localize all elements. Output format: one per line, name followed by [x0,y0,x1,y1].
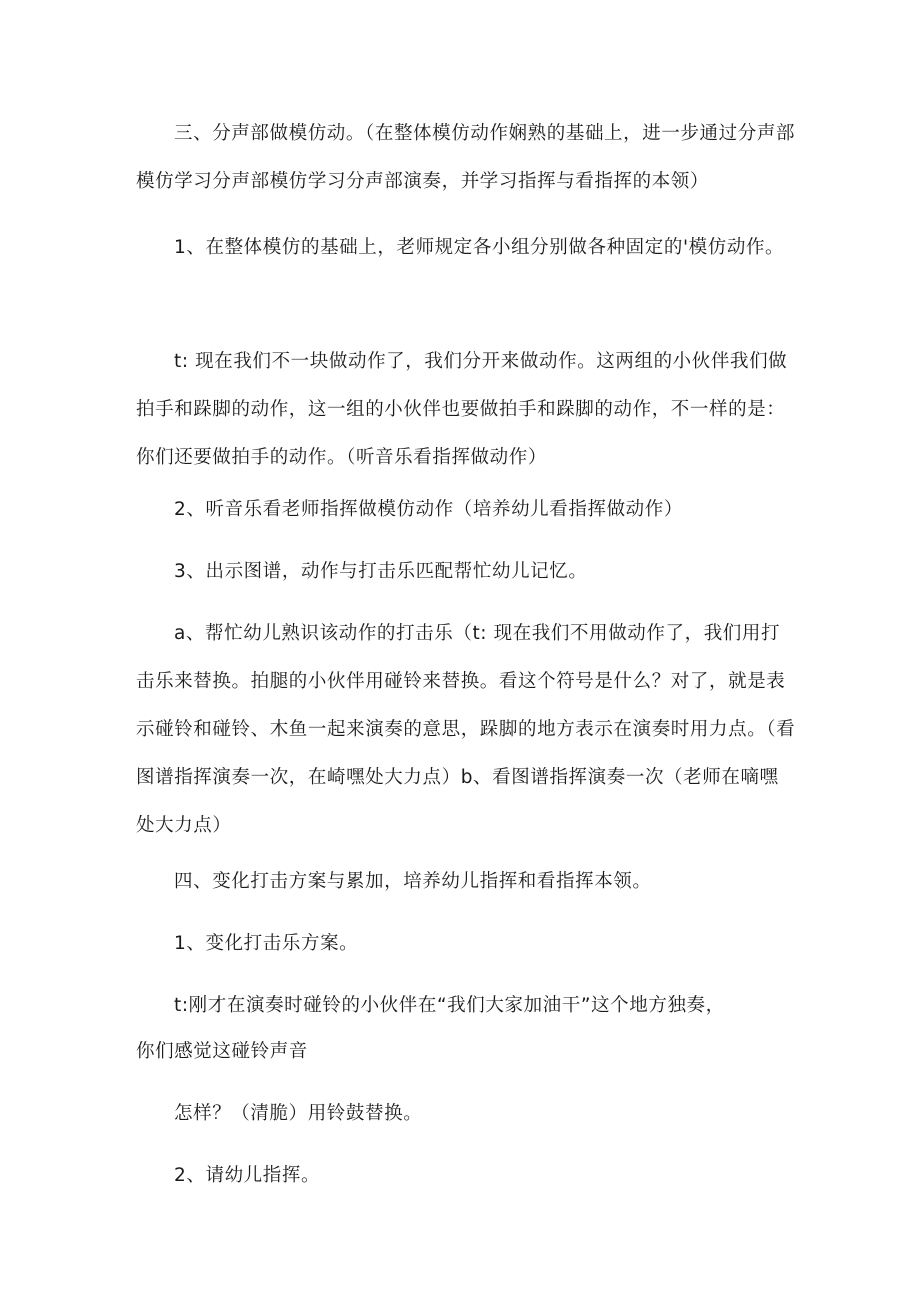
paragraph-step-1: 1、在整体模仿的基础上，老师规定各小组分别做各种固定的'模仿动作。 [174,237,785,258]
paragraph-step-4-2: 2、请幼儿指挥。 [174,1165,321,1186]
paragraph-step-4-1: 1、变化打击乐方案。 [174,933,359,954]
paragraph-step-3: 3、出示图谱，动作与打击乐匹配帮忙幼儿记忆。 [174,561,588,582]
paragraph-step-a: a、帮忙幼儿熟识该动作的打击乐（t: 现在我们不用做动作了，我们用打击乐来替换。拍腿的小伙伴用碰铃来替换。看这个符号是什么？对了，就是表示碰铃和碰铃、木鱼一起来演奏的意思，跺脚的地方表示在演奏时用力点。（看图谱指挥演奏一次，在崎嘿处大力点）b、看图谱指挥演奏一次（老师在嘀嘿处大力点） [136,623,796,836]
paragraph-teacher-dialogue-2-end: 怎样？（清脆）用铃鼓替换。 [174,1103,423,1124]
paragraph-teacher-dialogue-2-cont: 你们感觉这碰铃声音 [136,1041,308,1062]
paragraph-teacher-dialogue-2: t:刚才在演奏时碰铃的小伙伴在“我们大家加油干”这个地方独奏， [174,995,725,1016]
paragraph-section-4-heading: 四、变化打击方案与累加，培养幼儿指挥和看指挥本领。 [174,871,652,892]
paragraph-step-2: 2、听音乐看老师指挥做模仿动作（培养幼儿看指挥做动作） [174,499,683,520]
paragraph-section-3-heading: 三、分声部做模仿动。（在整体模仿动作娴熟的基础上，进一步通过分声部模仿学习分声部模仿学习分声部演奏，并学习指挥与看指挥的本领） [136,123,796,192]
paragraph-teacher-dialogue-1: t: 现在我们不一块做动作了，我们分开来做动作。这两组的小伙伴我们做拍手和跺脚的动作，这一组的小伙伴也要做拍手和跺脚的动作，不一样的是：你们还要做拍手的动作。（听音乐看指挥做动作） [136,351,788,468]
